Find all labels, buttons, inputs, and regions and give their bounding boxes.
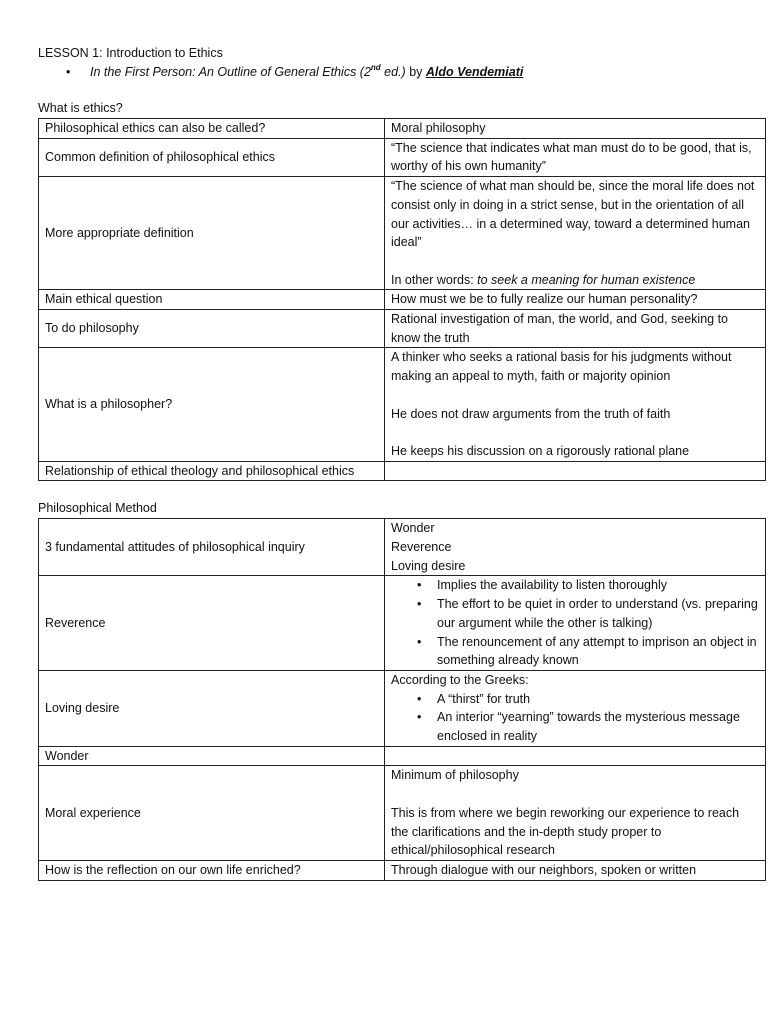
table-row (39, 461, 766, 481)
book-title-end: ed.) (380, 65, 406, 79)
row-label: Loving desire (39, 670, 385, 746)
row-value: Through dialogue with our neighbors, spoken or written (385, 860, 766, 880)
table-row (39, 348, 766, 461)
row-label: Main ethical question (39, 290, 385, 310)
table-row (39, 766, 766, 861)
row-label: To do philosophy (39, 310, 385, 348)
author-name: Aldo Vendemiati (425, 65, 524, 79)
row-label: Common definition of philosophical ethics (39, 138, 385, 176)
table-row (39, 138, 766, 176)
ethics-table (38, 118, 766, 481)
table-row (39, 519, 766, 576)
reverence-list (391, 576, 759, 670)
book-reference (66, 63, 758, 82)
table-row (39, 177, 766, 290)
row-value-empty (385, 461, 766, 481)
bullet-icon: • (66, 65, 71, 79)
row-value: Moral philosophy (385, 119, 766, 139)
row-value: How must we be to fully realize our human personality? (385, 290, 766, 310)
row-value (385, 576, 766, 671)
philosopher-text-3: He keeps his discussion on a rigorously rational plane (391, 443, 690, 458)
method-table (38, 518, 766, 880)
list-item: • An interior “yearning” towards the mysterious message enclosed in reality (437, 708, 759, 745)
row-value (385, 670, 766, 746)
row-value (385, 519, 766, 576)
table-row (39, 310, 766, 348)
philosopher-text-2: He does not draw arguments from the truth of faith (391, 406, 671, 421)
row-label: Philosophical ethics can also be called? (39, 119, 385, 139)
row-value: Rational investigation of man, the world, and God, seeking to know the truth (385, 310, 766, 348)
attitude-line: Wonder (391, 521, 435, 536)
greeks-intro: According to the Greeks: (391, 672, 529, 687)
row-label: Moral experience (39, 766, 385, 861)
table-row (39, 576, 766, 671)
by-word: by (405, 65, 426, 79)
row-value: “The science that indicates what man must do to be good, that is, worthy of his own humanity” (385, 138, 766, 176)
row-label: Relationship of ethical theology and philosophical ethics (39, 461, 385, 481)
lesson-title: LESSON 1: Introduction to Ethics (38, 46, 223, 60)
row-value (385, 348, 766, 461)
list-item: • The effort to be quiet in order to understand (vs. preparing our argument while the other is talking) (437, 595, 759, 632)
row-label: 3 fundamental attitudes of philosophical inquiry (39, 519, 385, 576)
book-edition-superscript: nd (370, 63, 381, 72)
philosopher-text-1: A thinker who seeks a rational basis for his judgments without making an appeal to myth, faith or majority opinion (391, 350, 732, 384)
loving-desire-list (391, 690, 759, 746)
table-row (39, 119, 766, 139)
row-label: More appropriate definition (39, 177, 385, 290)
document-page (38, 44, 758, 881)
row-label: What is a philosopher? (39, 348, 385, 461)
moral-experience-text-2: This is from where we begin reworking our experience to reach the clarifications and the in-depth study proper to ethical/philosophical research (391, 805, 740, 858)
table-row (39, 670, 766, 746)
list-item: • The renouncement of any attempt to imprison an object in something already known (437, 633, 759, 670)
row-label: How is the reflection on our own life enriched? (39, 860, 385, 880)
list-item: • A “thirst” for truth (437, 690, 759, 709)
in-other-words-italic: to seek a meaning for human existence (477, 272, 696, 287)
table-row (39, 746, 766, 766)
section-heading-ethics: What is ethics? (38, 101, 123, 115)
attitude-line: Loving desire (391, 558, 466, 573)
row-label: Reverence (39, 576, 385, 671)
in-other-words-lead: In other words: (391, 272, 478, 287)
moral-experience-text-1: Minimum of philosophy (391, 768, 519, 783)
row-value (385, 766, 766, 861)
section-heading-method: Philosophical Method (38, 501, 157, 516)
in-other-words (391, 271, 759, 290)
book-title: In the First Person: An Outline of General Ethics (2 (90, 65, 371, 79)
table-row (39, 860, 766, 880)
row-label: Wonder (39, 746, 385, 766)
row-value (385, 177, 766, 290)
definition-text: “The science of what man should be, since the moral life does not consist only in doing in a strict sense, but in the orientation of all our activities… in a determined way, toward a determined human ideal” (391, 179, 755, 250)
attitude-line: Reverence (391, 540, 452, 555)
row-value-empty (385, 746, 766, 766)
table-row (39, 290, 766, 310)
list-item: • Implies the availability to listen thoroughly (437, 576, 759, 595)
